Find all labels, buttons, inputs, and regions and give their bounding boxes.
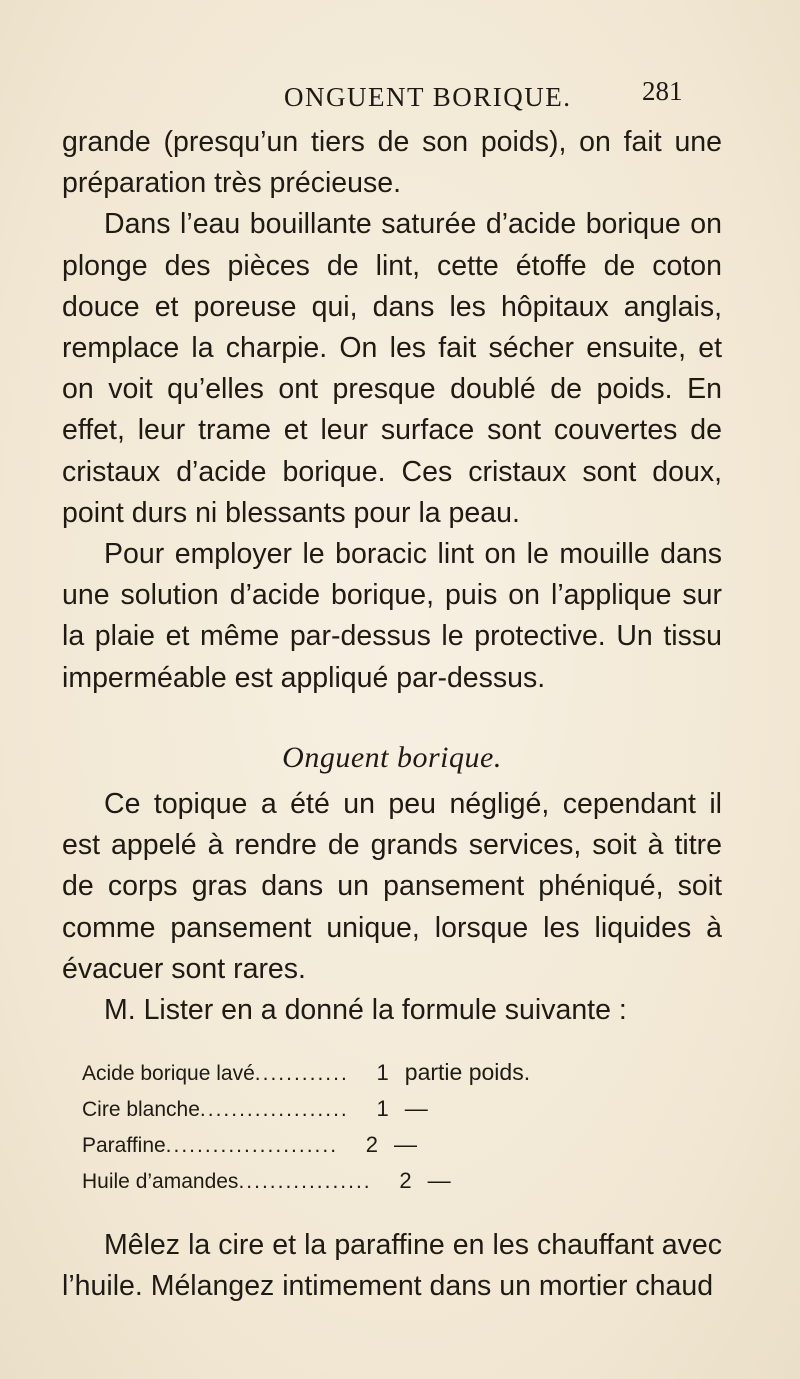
ingredient-unit: — — [404, 1095, 428, 1122]
ingredient-unit: — — [427, 1167, 451, 1194]
formula-row — [62, 1127, 722, 1163]
running-title: ONGUENT BORIQUE. — [284, 82, 572, 112]
ingredient-unit: partie poids. — [404, 1059, 531, 1086]
leader-dots: ............ — [254, 1062, 349, 1086]
page-number: 281 — [642, 76, 683, 106]
paragraph-6: Mêlez la cire et la paraffine en les chauffant avec l’huile. Mélangez intimement dans un mortier chaud — [62, 1229, 722, 1303]
paragraph-5: M. Lister en a donné la formule suivante : — [104, 994, 627, 1027]
ingredient-quantity: 2 — [365, 1132, 379, 1158]
ingredient-name: Paraffine — [82, 1134, 166, 1158]
leader-dots: ................. — [238, 1170, 372, 1194]
formula-row — [62, 1055, 722, 1091]
formula-table — [62, 1055, 722, 1199]
formula-row — [62, 1091, 722, 1127]
ingredient-unit: — — [394, 1131, 418, 1158]
formula-row — [62, 1163, 722, 1199]
section-title: Onguent borique. — [282, 740, 502, 774]
ingredient-quantity: 2 — [399, 1168, 412, 1194]
body-text — [62, 122, 722, 1308]
ingredient-name: Huile d’amandes — [82, 1170, 239, 1194]
ingredient-quantity: 1 — [376, 1060, 389, 1086]
paragraph-4: Ce topique a été un peu négligé, cependant il est appelé à rendre de grands services, soit à titre de corps gras dans un pansement phéniqué, soit comme pansement unique, lorsque les liquides à évacuer sont rares. — [62, 788, 722, 985]
ingredient-name: Cire blanche — [82, 1098, 200, 1122]
leader-dots: ...................... — [165, 1134, 339, 1158]
paragraph-1: grande (presqu’un tiers de son poids), on fait une préparation très précieuse. — [62, 126, 722, 200]
paragraph-2: Dans l’eau bouillante saturée d’acide borique on plonge des pièces de lint, cette étoffe de coton douce et poreuse qui, dans les hôpitaux anglais, remplace la charpie. On les fait sécher ensuite, et on voit qu’elles ont presque doublé de poids. En effet, leur trame et leur surface sont couvertes de cristaux d’acide borique. Ces cristaux sont doux, point durs ni blessants pour la peau. — [62, 208, 722, 529]
paragraph-3: Pour employer le boracic lint on le mouille dans une solution d’acide borique, puis on l’applique sur la plaie et même par-dessus le protective. Un tissu imperméable est appliqué par-dessus. — [62, 538, 722, 694]
leader-dots: ................... — [199, 1098, 349, 1122]
running-head — [0, 74, 800, 114]
ingredient-quantity: 1 — [376, 1096, 389, 1122]
ingredient-name: Acide borique lavé — [82, 1062, 255, 1086]
